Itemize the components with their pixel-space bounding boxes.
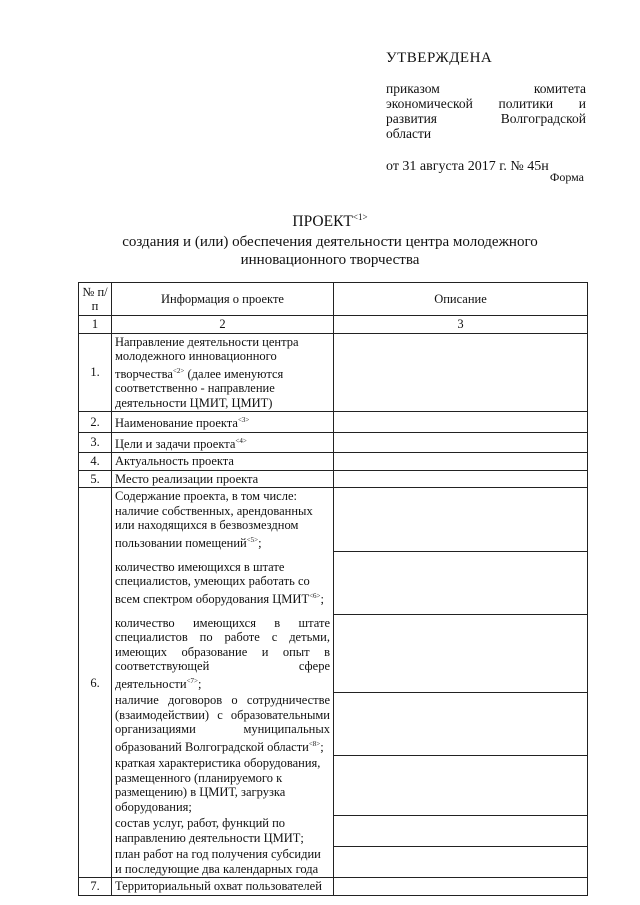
approval-block — [386, 50, 586, 175]
row-desc[interactable] — [334, 878, 588, 896]
title-word: ПРОЕКТ — [292, 213, 353, 231]
index-cell: 2 — [112, 316, 334, 334]
project-form-table — [78, 282, 588, 896]
form-label: Форма — [549, 170, 584, 184]
approval-order — [386, 81, 586, 141]
row-info-tail: (далее именуются соответственно - направление деятельности ЦМИТ, ЦМИТ) — [115, 366, 284, 410]
table-row — [79, 432, 588, 453]
table-row — [79, 412, 588, 433]
table-row-6-sub — [79, 846, 588, 878]
row-info-text: Цели и задачи проекта — [115, 436, 236, 451]
table-row — [79, 878, 588, 896]
table-header-row — [79, 283, 588, 316]
approval-line-3: развития Волгоградской — [386, 111, 586, 126]
row-num: 2. — [79, 412, 112, 433]
row-desc[interactable] — [334, 552, 588, 615]
table-row-6-sub — [79, 755, 588, 815]
table-row-6-sub — [79, 815, 588, 846]
table-index-row — [79, 316, 588, 334]
row-info: план работ на год получения субсидии и последующие два календарных года — [112, 846, 334, 878]
row-num: 5. — [79, 470, 112, 488]
document-subtitle — [40, 233, 620, 269]
row-info — [112, 488, 334, 552]
index-cell: 1 — [79, 316, 112, 334]
header-info: Информация о проекте — [112, 283, 334, 316]
row-info — [112, 615, 334, 693]
footnote-ref: <2> — [172, 366, 185, 375]
row-info-text: Направление деятельности центра молодежного инновационного творчества — [115, 334, 299, 381]
footnote-ref: <6> — [309, 591, 321, 600]
row-info — [112, 432, 334, 453]
table-row-6-sub — [79, 552, 588, 615]
approval-line-2: экономической политики и — [386, 96, 586, 111]
index-cell: 3 — [334, 316, 588, 334]
footnote-ref: <5> — [246, 535, 259, 544]
footnote-ref: <7> — [186, 676, 198, 685]
approval-line-1: приказом комитета — [386, 81, 586, 96]
row-desc[interactable] — [334, 615, 588, 693]
row-info: состав услуг, работ, функций по направлению деятельности ЦМИТ; — [112, 815, 334, 846]
table-row — [79, 453, 588, 471]
title-footnote-ref: <1> — [352, 212, 368, 222]
row-desc[interactable] — [334, 412, 588, 433]
approval-line-4: области — [386, 126, 432, 141]
row-desc[interactable] — [334, 488, 588, 552]
row-num: 6. — [79, 488, 112, 878]
footnote-ref: <8> — [308, 739, 321, 748]
row-info — [112, 692, 334, 755]
row-num: 1. — [79, 333, 112, 412]
row6-item-tail: ; — [258, 536, 262, 551]
row-desc[interactable] — [334, 846, 588, 878]
row-info: Место реализации проекта — [112, 470, 334, 488]
row-desc[interactable] — [334, 692, 588, 755]
table-row-6 — [79, 488, 588, 552]
subtitle-line-2: инновационного творчества — [240, 252, 420, 268]
row-num: 3. — [79, 432, 112, 453]
row-desc[interactable] — [334, 470, 588, 488]
row-desc[interactable] — [334, 755, 588, 815]
document-title — [40, 212, 620, 231]
row-desc[interactable] — [334, 432, 588, 453]
row-desc[interactable] — [334, 815, 588, 846]
row-num: 7. — [79, 878, 112, 896]
row-info: Территориальный охват пользователей — [112, 878, 334, 896]
row6-item: наличие собственных, арендованных или находящихся в безвозмездном пользовании помещений — [115, 503, 313, 551]
table-row — [79, 470, 588, 488]
row6-item-tail: ; — [197, 676, 202, 691]
header-desc: Описание — [334, 283, 588, 316]
row-info-text: Наименование проекта — [115, 416, 238, 431]
header-num: № п/п — [79, 283, 112, 316]
row6-item-tail: ; — [320, 739, 324, 754]
row-info: краткая характеристика оборудования, размещенного (планируемого к размещению) в ЦМИТ, загрузка оборудования; — [112, 755, 334, 815]
table-row — [79, 333, 588, 412]
row6-item-tail: ; — [320, 591, 324, 606]
row-info — [112, 333, 334, 412]
approval-heading: УТВЕРЖДЕНА — [386, 50, 493, 66]
row-desc[interactable] — [334, 333, 588, 412]
subtitle-line-1: создания и (или) обеспечения деятельности центра молодежного — [122, 234, 538, 250]
row6-item: количество имеющихся в штате специалистов по работе с детьми, имеющих образование и опыт в соответствующей сфере деятельности — [115, 615, 330, 691]
footnote-ref: <3> — [237, 416, 250, 425]
approval-date: от 31 августа 2017 г. № 45н — [386, 159, 549, 174]
row-info: Актуальность проекта — [112, 453, 334, 471]
table-row-6-sub — [79, 692, 588, 755]
row6-item: наличие договоров о сотрудничестве (взаимодействии) с образовательными организациями муниципальных образований Волгоградской области — [115, 693, 330, 754]
row-num: 4. — [79, 453, 112, 471]
row-info — [112, 412, 334, 433]
row-desc[interactable] — [334, 453, 588, 471]
row6-intro: Содержание проекта, в том числе: — [115, 489, 297, 504]
table-row-6-sub — [79, 615, 588, 693]
row-info — [112, 552, 334, 615]
row6-item: количество имеющихся в штате специалистов, умеющих работать со всем спектром оборудования ЦМИТ — [115, 559, 310, 606]
footnote-ref: <4> — [235, 436, 247, 445]
